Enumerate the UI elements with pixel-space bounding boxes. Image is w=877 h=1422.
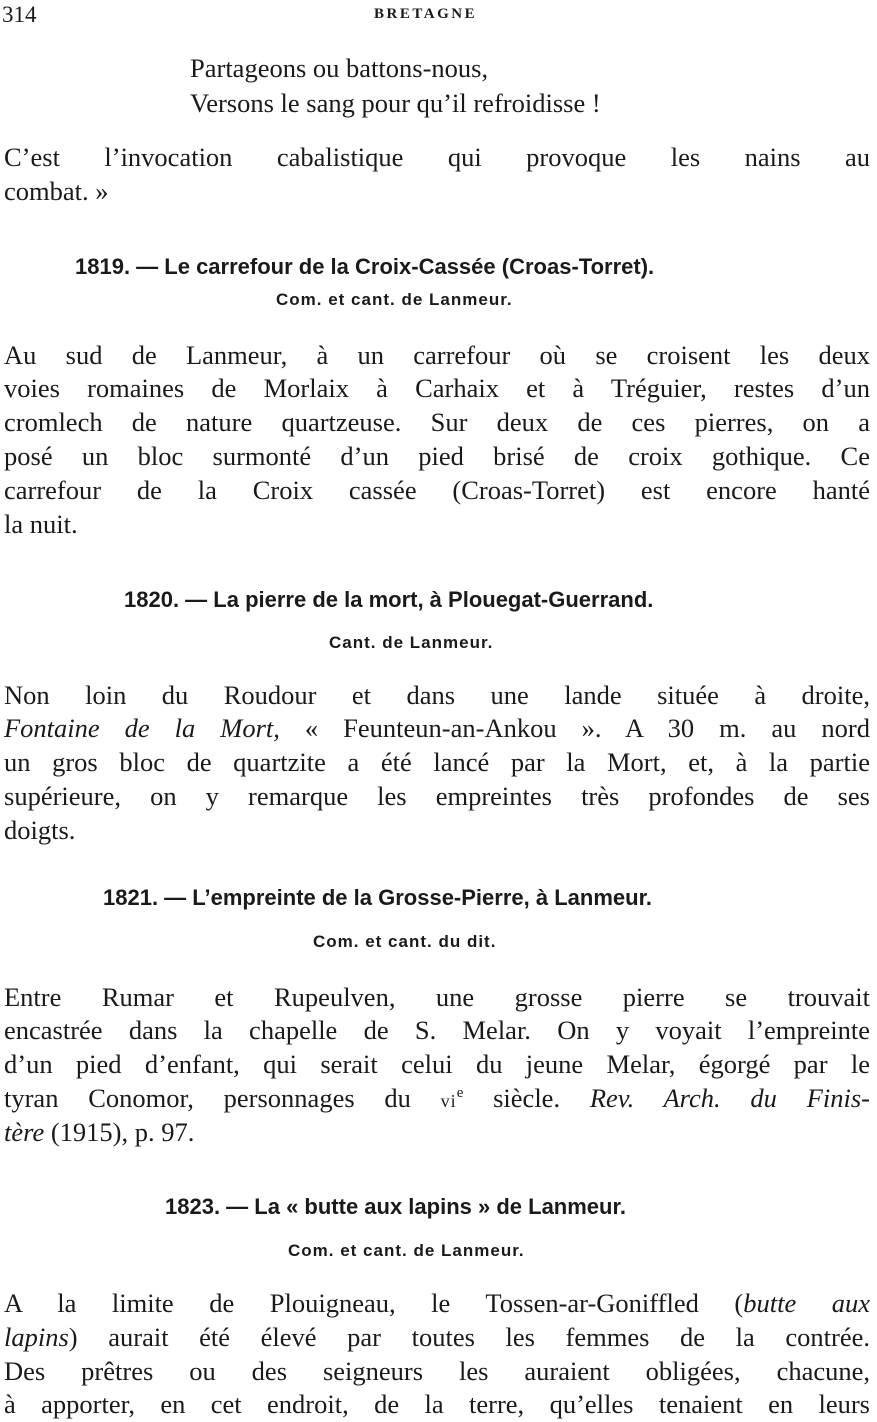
paragraph-line [4,1116,194,1149]
paragraph-line: carrefour de la Croix cassée (Croas-Torret) est encore hanté [4,475,870,505]
paragraph-line: Au sud de Lanmeur, à un carrefour où se croisent les deux [4,340,870,370]
text-run: siècle. [463,1083,590,1113]
paragraph-line: voies romaines de Morlaix à Carhaix et à Tréguier, restes d’un [4,373,870,403]
text-run: (1915), p. 97. [44,1117,195,1147]
paragraph-line: d’un pied d’enfant, qui serait celui du jeune Melar, égorgé par le [4,1049,870,1079]
text-run: tyran Conomor, personnages du [4,1083,441,1113]
italic-text: butte aux [743,1288,871,1318]
paragraph-line: Non loin du Roudour et dans une lande située à droite, [4,680,870,710]
verse-line: Partageons ou battons-nous, [190,53,489,83]
text-run: A la limite de Plouigneau, le Tossen-ar-Goniffled ( [4,1288,744,1318]
section-title-1820: 1820. — La pierre de la mort, à Plouegat-Guerrand. [124,587,654,612]
section-subtitle-1819: Com. et cant. de Lanmeur. [276,290,513,309]
page-number: 314 [2,2,37,27]
paragraph-line [4,1287,870,1320]
section-title-1821: 1821. — L’empreinte de la Grosse-Pierre, à Lanmeur. [103,885,653,910]
text-run: ) aurait été élevé par toutes les femmes de la contrée. [68,1322,870,1352]
paragraph-line: supérieure, on y remarque les empreintes très profondes de ses [4,781,870,811]
section-subtitle-1820: Cant. de Lanmeur. [329,633,494,652]
paragraph-line: combat. » [4,176,109,206]
paragraph-line: cromlech de nature quartzeuse. Sur deux de ces pierres, on a [4,407,870,437]
verse-line: Versons le sang pour qu’il refroidisse ! [190,88,601,118]
paragraph-line: la nuit. [4,509,78,539]
paragraph-line [4,1321,870,1354]
paragraph-line: Des prêtres ou des seigneurs les auraient obligées, chacune, [4,1356,870,1386]
section-subtitle-1821: Com. et cant. du dit. [313,932,497,951]
section-title-1819: 1819. — Le carrefour de la Croix-Cassée (Croas-Torret). [75,254,655,279]
page-header [0,2,877,30]
paragraph-line: un gros bloc de quartzite a été lancé par la Mort, et, à la partie [4,747,870,777]
paragraph-line: posé un bloc surmonté d’un pied brisé de croix gothique. Ce [4,441,870,471]
paragraph-line: encastrée dans la chapelle de S. Melar. On y voyait l’empreinte [4,1015,870,1045]
running-title: BRETAGNE [374,6,478,22]
paragraph-line: doigts. [4,815,76,845]
italic-text: tère [4,1117,45,1147]
small-caps-text: vi [440,1091,457,1111]
section-title-1823: 1823. — La « butte aux lapins » de Lanmeur. [165,1194,626,1219]
italic-text: Rev. Arch. du Finis- [589,1083,870,1113]
paragraph-line [4,1082,870,1118]
italic-text: Fontaine de la Mort, [4,713,280,743]
paragraph-line: Entre Rumar et Rupeulven, une grosse pierre se trouvait [4,982,870,1012]
paragraph-line [4,712,870,745]
italic-text: lapins [4,1322,69,1352]
section-subtitle-1823: Com. et cant. de Lanmeur. [288,1241,525,1260]
superscript: e [456,1085,464,1102]
text-run: « Feunteun-an-Ankou ». A 30 m. au nord [279,713,870,743]
paragraph-line: à apporter, en cet endroit, de la terre, qu’elles tenaient en leurs [4,1389,870,1419]
paragraph-line: C’est l’invocation cabalistique qui provoque les nains au [4,142,870,172]
